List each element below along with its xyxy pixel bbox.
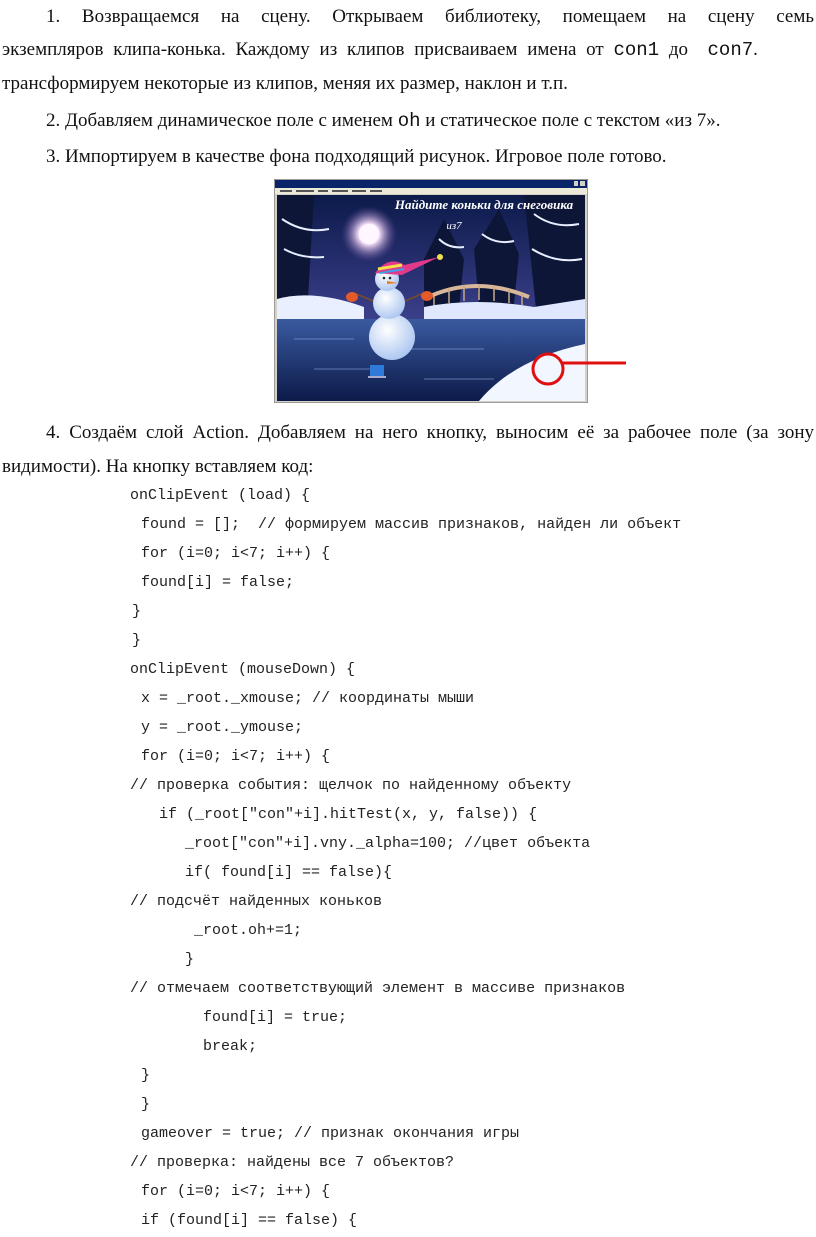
code-oh: oh	[397, 110, 421, 132]
code-con7: con7	[707, 39, 754, 61]
game-screenshot	[274, 179, 588, 403]
code-line: }	[132, 603, 142, 620]
code-line: if (_root["con"+i].hitTest(x, y, false)) {	[132, 806, 538, 823]
step-4-line-2: видимости). На кнопку вставляем код:	[2, 456, 314, 477]
code-line: }	[132, 1096, 151, 1113]
code-line: // проверка: найдены все 7 объектов?	[130, 1154, 455, 1171]
code-line: }	[140, 951, 195, 968]
code-line: onClipEvent (mouseDown) {	[130, 661, 356, 678]
step-3-number: 3.	[46, 146, 61, 167]
code-line: if (found[i] == false) {	[132, 1212, 358, 1229]
code-line: }	[132, 1067, 151, 1084]
code-line: x = _root._xmouse; // координаты мыши	[132, 690, 475, 707]
game-counter-text: из7	[446, 220, 462, 232]
code-line: found[i] = true;	[140, 1009, 348, 1026]
code-line: break;	[140, 1038, 258, 1055]
code-line: // отмечаем соответствующий элемент в массиве признаков	[130, 980, 626, 997]
step-3: 3. Импортируем в качестве фона подходящий рисунок. Игровое поле готово.	[46, 146, 667, 167]
code-line: _root["con"+i].vny._alpha=100; //цвет объекта	[140, 835, 591, 852]
code-line: y = _root._ymouse;	[132, 719, 304, 736]
code-line: }	[132, 632, 142, 649]
step-1-text: Возвращаемся на сцену. Открываем библиотеку, помещаем на сцену семь	[81, 6, 815, 27]
code-line: found = []; // формируем массив признаков, найден ли объект	[132, 516, 682, 533]
code-line: onClipEvent (load) {	[130, 487, 311, 504]
step-4-line-1: 4. Создаём слой Action. Добавляем на него кнопку, выносим её за рабочее поле (за зону	[46, 422, 815, 443]
game-title-text: Найдите коньки для снеговика	[394, 197, 574, 212]
code-con1: con1	[613, 39, 660, 61]
step-1-line-2: экземпляров клипа-конька. Каждому из клипов присваиваем имена от con1 до con7.	[2, 39, 758, 61]
code-line: if( found[i] == false){	[140, 864, 393, 881]
pointer-line	[560, 355, 630, 375]
step-4-number: 4.	[46, 422, 61, 443]
game-screenshot-svg	[274, 179, 588, 403]
step-1-line-3: трансформируем некоторые из клипов, меняя их размер, наклон и т.п.	[2, 73, 568, 94]
window-titlebar	[275, 180, 587, 188]
step-1-number: 1.	[46, 6, 61, 27]
code-line: for (i=0; i<7; i++) {	[132, 1183, 331, 1200]
code-line: for (i=0; i<7; i++) {	[132, 545, 331, 562]
code-line: // проверка события: щелчок по найденному объекту	[130, 777, 572, 794]
code-line: found[i] = false;	[132, 574, 295, 591]
step-2-number: 2.	[46, 110, 61, 131]
step-2: 2. Добавляем динамическое поле с именем oh и статическое поле с текстом «из 7».	[46, 110, 721, 132]
code-line: gameover = true; // признак окончания игры	[132, 1125, 520, 1142]
code-line: // подсчёт найденных коньков	[130, 893, 383, 910]
code-line: _root.oh+=1;	[140, 922, 303, 939]
step-1-line-1	[46, 5, 814, 29]
code-line: for (i=0; i<7; i++) {	[132, 748, 331, 765]
